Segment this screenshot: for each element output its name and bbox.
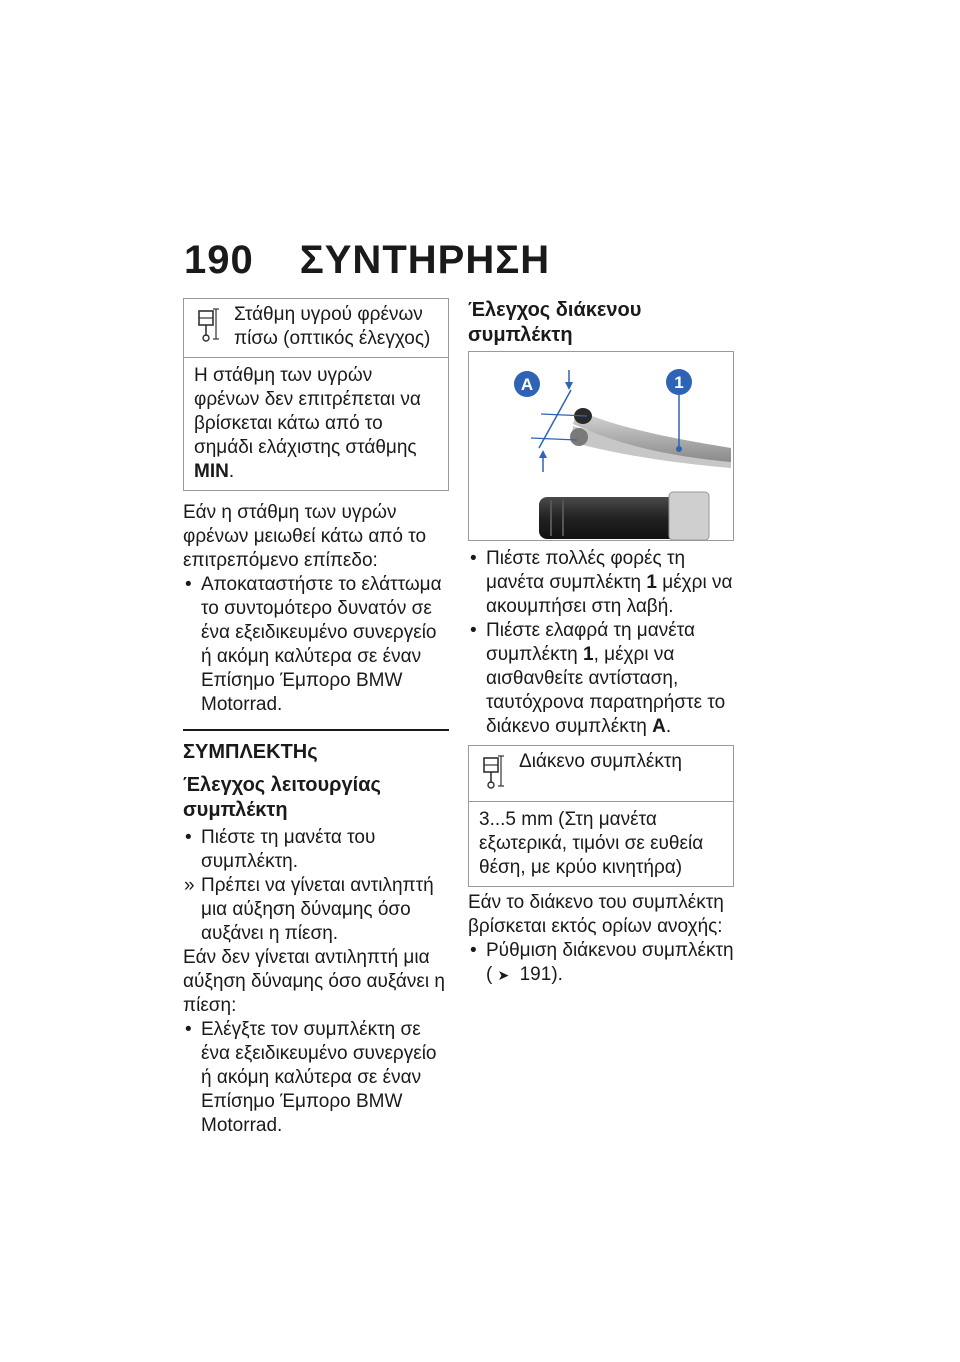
result-item: » Πρέπει να γίνεται αντιληπτή μια αύξηση δύναμης όσο αυξάνει η πίεση. <box>183 874 449 946</box>
clutch-function-steps <box>183 826 449 946</box>
notice-body-end: . <box>228 461 235 482</box>
brake-fluid-notice <box>183 298 449 491</box>
list-item: • Ρύθμιση διάκενου συμπλέκτη ( ➤ 191). <box>468 939 734 987</box>
page-reference[interactable]: 191 <box>519 964 552 985</box>
notice-body: 3...5 mm (Στη μανέτα εξωτερικά, τιμόνι σε ευθεία θέση, με κρύο κινητήρα) <box>479 809 704 878</box>
list-item: • Αποκαταστήστε το ελάττωμα το συντομότερο δυνατόν σε ένα εξειδικευμένο συνεργείο ή ακόμη καλύτερα σε έναν Επίσημο Έμπορο BMW Motorrad. <box>183 573 449 717</box>
list-item: • Πιέστε πολλές φορές τη μανέτα συμπλέκτη 1 μέχρι να ακουμπήσει στη λαβή. <box>468 547 734 619</box>
clutch-play-paragraph: Εάν το διάκενο του συμπλέκτη βρίσκεται εκτός ορίων ανοχής: <box>468 892 724 937</box>
left-column <box>183 298 449 1138</box>
notice-header <box>469 746 733 802</box>
brake-fluid-paragraph: Εάν η στάθμη των υγρών φρένων μειωθεί κάτω από το επιτρεπόμενο επίπεδο: <box>183 502 427 571</box>
list-item-text: Ρύθμιση διάκενου συμπλέκτη <box>486 940 734 961</box>
chapter-title: ΣΥΝΤΗΡΗΣΗ <box>299 238 551 282</box>
right-column <box>468 298 734 987</box>
subsection-title: Έλεγχος λειτουργίας συμπλέκτη <box>183 774 381 821</box>
notice-body <box>184 358 448 490</box>
page-reference-arrow-icon: ➤ <box>497 967 510 983</box>
clutch-lever-figure <box>468 351 734 541</box>
page-header <box>184 238 550 283</box>
clutch-play-steps-2 <box>468 939 734 987</box>
notice-header <box>184 299 448 358</box>
clutch-lever-illustration <box>469 352 733 540</box>
clutch-function-paragraph: Εάν δεν γίνεται αντιληπτή μια αύξηση δύναμης όσο αυξάνει η πίεση: <box>183 947 445 1016</box>
notice-body-text: Η στάθμη των υγρών φρένων δεν επιτρέπεται να βρίσκεται κάτω από το σημάδι ελάχιστης στάθμης <box>194 365 421 458</box>
list-item: • Ελέγξτε τον συμπλέκτη σε ένα εξειδικευμένο συνεργείο ή ακόμη καλύτερα σε έναν Επίσημο Έμπορο BMW Motorrad. <box>183 1018 449 1138</box>
list-item: • Πιέστε τη μανέτα του συμπλέκτη. <box>183 826 449 874</box>
notice-title: Διάκενο συμπλέκτη <box>519 751 682 772</box>
label-a: A <box>520 375 534 394</box>
clutch-play-notice <box>468 745 734 887</box>
clutch-play-steps <box>468 547 734 739</box>
min-mark: MIN <box>194 461 229 482</box>
list-item: • Πιέστε ελαφρά τη μανέτα συμπλέκτη 1, μέχρι να αισθανθείτε αντίσταση, ταυτόχρονα παρατηρήστε το διάκενο συμπλέκτη A. <box>468 619 734 739</box>
brake-fluid-steps <box>183 573 449 717</box>
label-1: 1 <box>674 373 684 392</box>
section-title: ΣΥΜΠΛΕΚΤΗς <box>183 729 449 765</box>
gauge-icon <box>194 303 234 351</box>
subsection-title: Έλεγχος διάκενου συμπλέκτη <box>468 299 642 346</box>
gauge-icon <box>479 750 519 795</box>
notice-title: Στάθμη υγρού φρένων πίσω (οπτικός έλεγχος) <box>234 304 431 349</box>
page-number: 190 <box>184 238 254 282</box>
clutch-function-steps-2 <box>183 1018 449 1138</box>
